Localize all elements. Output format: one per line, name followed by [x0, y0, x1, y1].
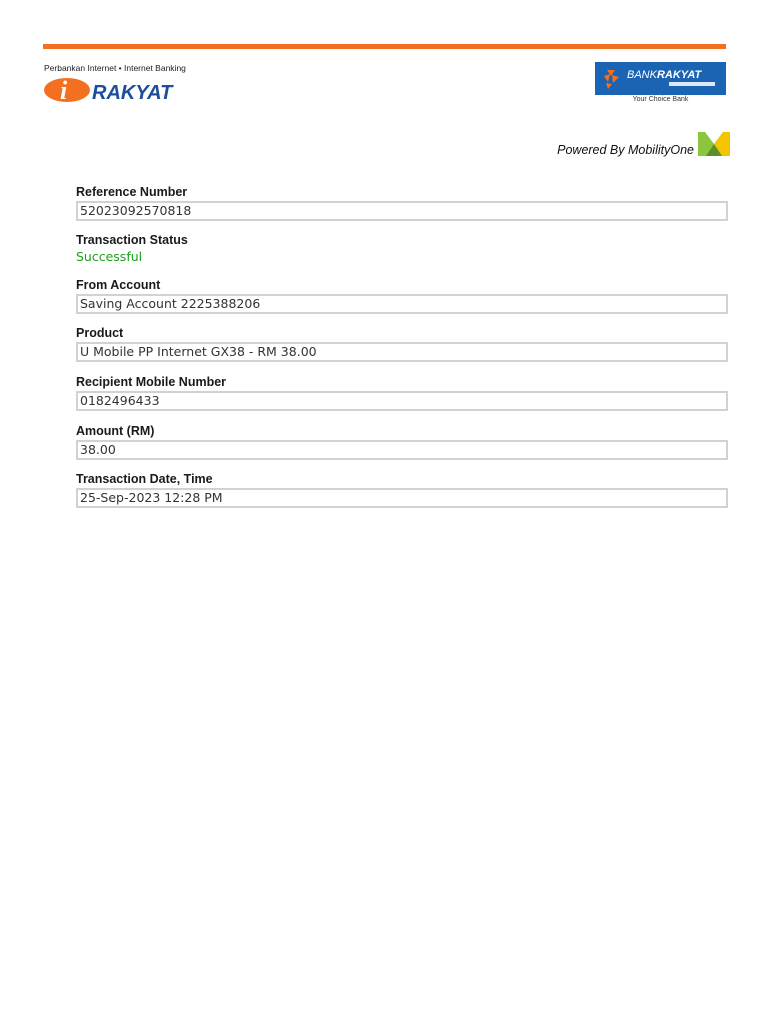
svg-text:i: i	[60, 76, 68, 105]
datetime-label: Transaction Date, Time	[76, 472, 213, 486]
svg-text:RAKYAT: RAKYAT	[92, 82, 173, 104]
bank-rakyat-emblem-icon	[595, 62, 726, 95]
from-account-label: From Account	[76, 278, 161, 292]
amount-field	[76, 423, 728, 471]
irakyat-logo	[44, 63, 214, 107]
irakyat-tagline: Perbankan Internet • Internet Banking	[44, 63, 186, 73]
from-account-value: Saving Account 2225388206	[76, 294, 728, 314]
datetime-value: 25-Sep-2023 12:28 PM	[76, 488, 728, 508]
irakyat-logo-mark	[44, 75, 194, 105]
status-value: Successful	[76, 249, 143, 264]
bank-rakyat-logo-box	[595, 62, 726, 95]
recipient-value: 0182496433	[76, 391, 728, 411]
status-label: Transaction Status	[76, 233, 188, 247]
amount-value: 38.00	[76, 440, 728, 460]
status-field	[76, 232, 728, 277]
amount-label: Amount (RM)	[76, 424, 155, 438]
recipient-field	[76, 374, 728, 423]
mobilityone-logo-icon	[696, 128, 732, 158]
product-field	[76, 325, 728, 374]
recipient-label: Recipient Mobile Number	[76, 375, 227, 389]
receipt-details	[76, 184, 728, 511]
header-accent-rule	[43, 44, 726, 49]
datetime-field	[76, 471, 728, 511]
powered-by	[470, 128, 732, 160]
bank-rakyat-tagline: Your Choice Bank	[632, 96, 689, 103]
reference-field	[76, 184, 728, 232]
reference-value: 52023092570818	[76, 201, 728, 221]
product-value: U Mobile PP Internet GX38 - RM 38.00	[76, 342, 728, 362]
from-account-field	[76, 277, 728, 325]
product-label: Product	[76, 326, 124, 340]
svg-text:BANKRAKYAT: BANKRAKYAT	[627, 69, 702, 81]
powered-by-text: Powered By MobilityOne	[557, 143, 694, 157]
reference-label: Reference Number	[76, 185, 188, 199]
bank-rakyat-logo	[595, 62, 726, 106]
